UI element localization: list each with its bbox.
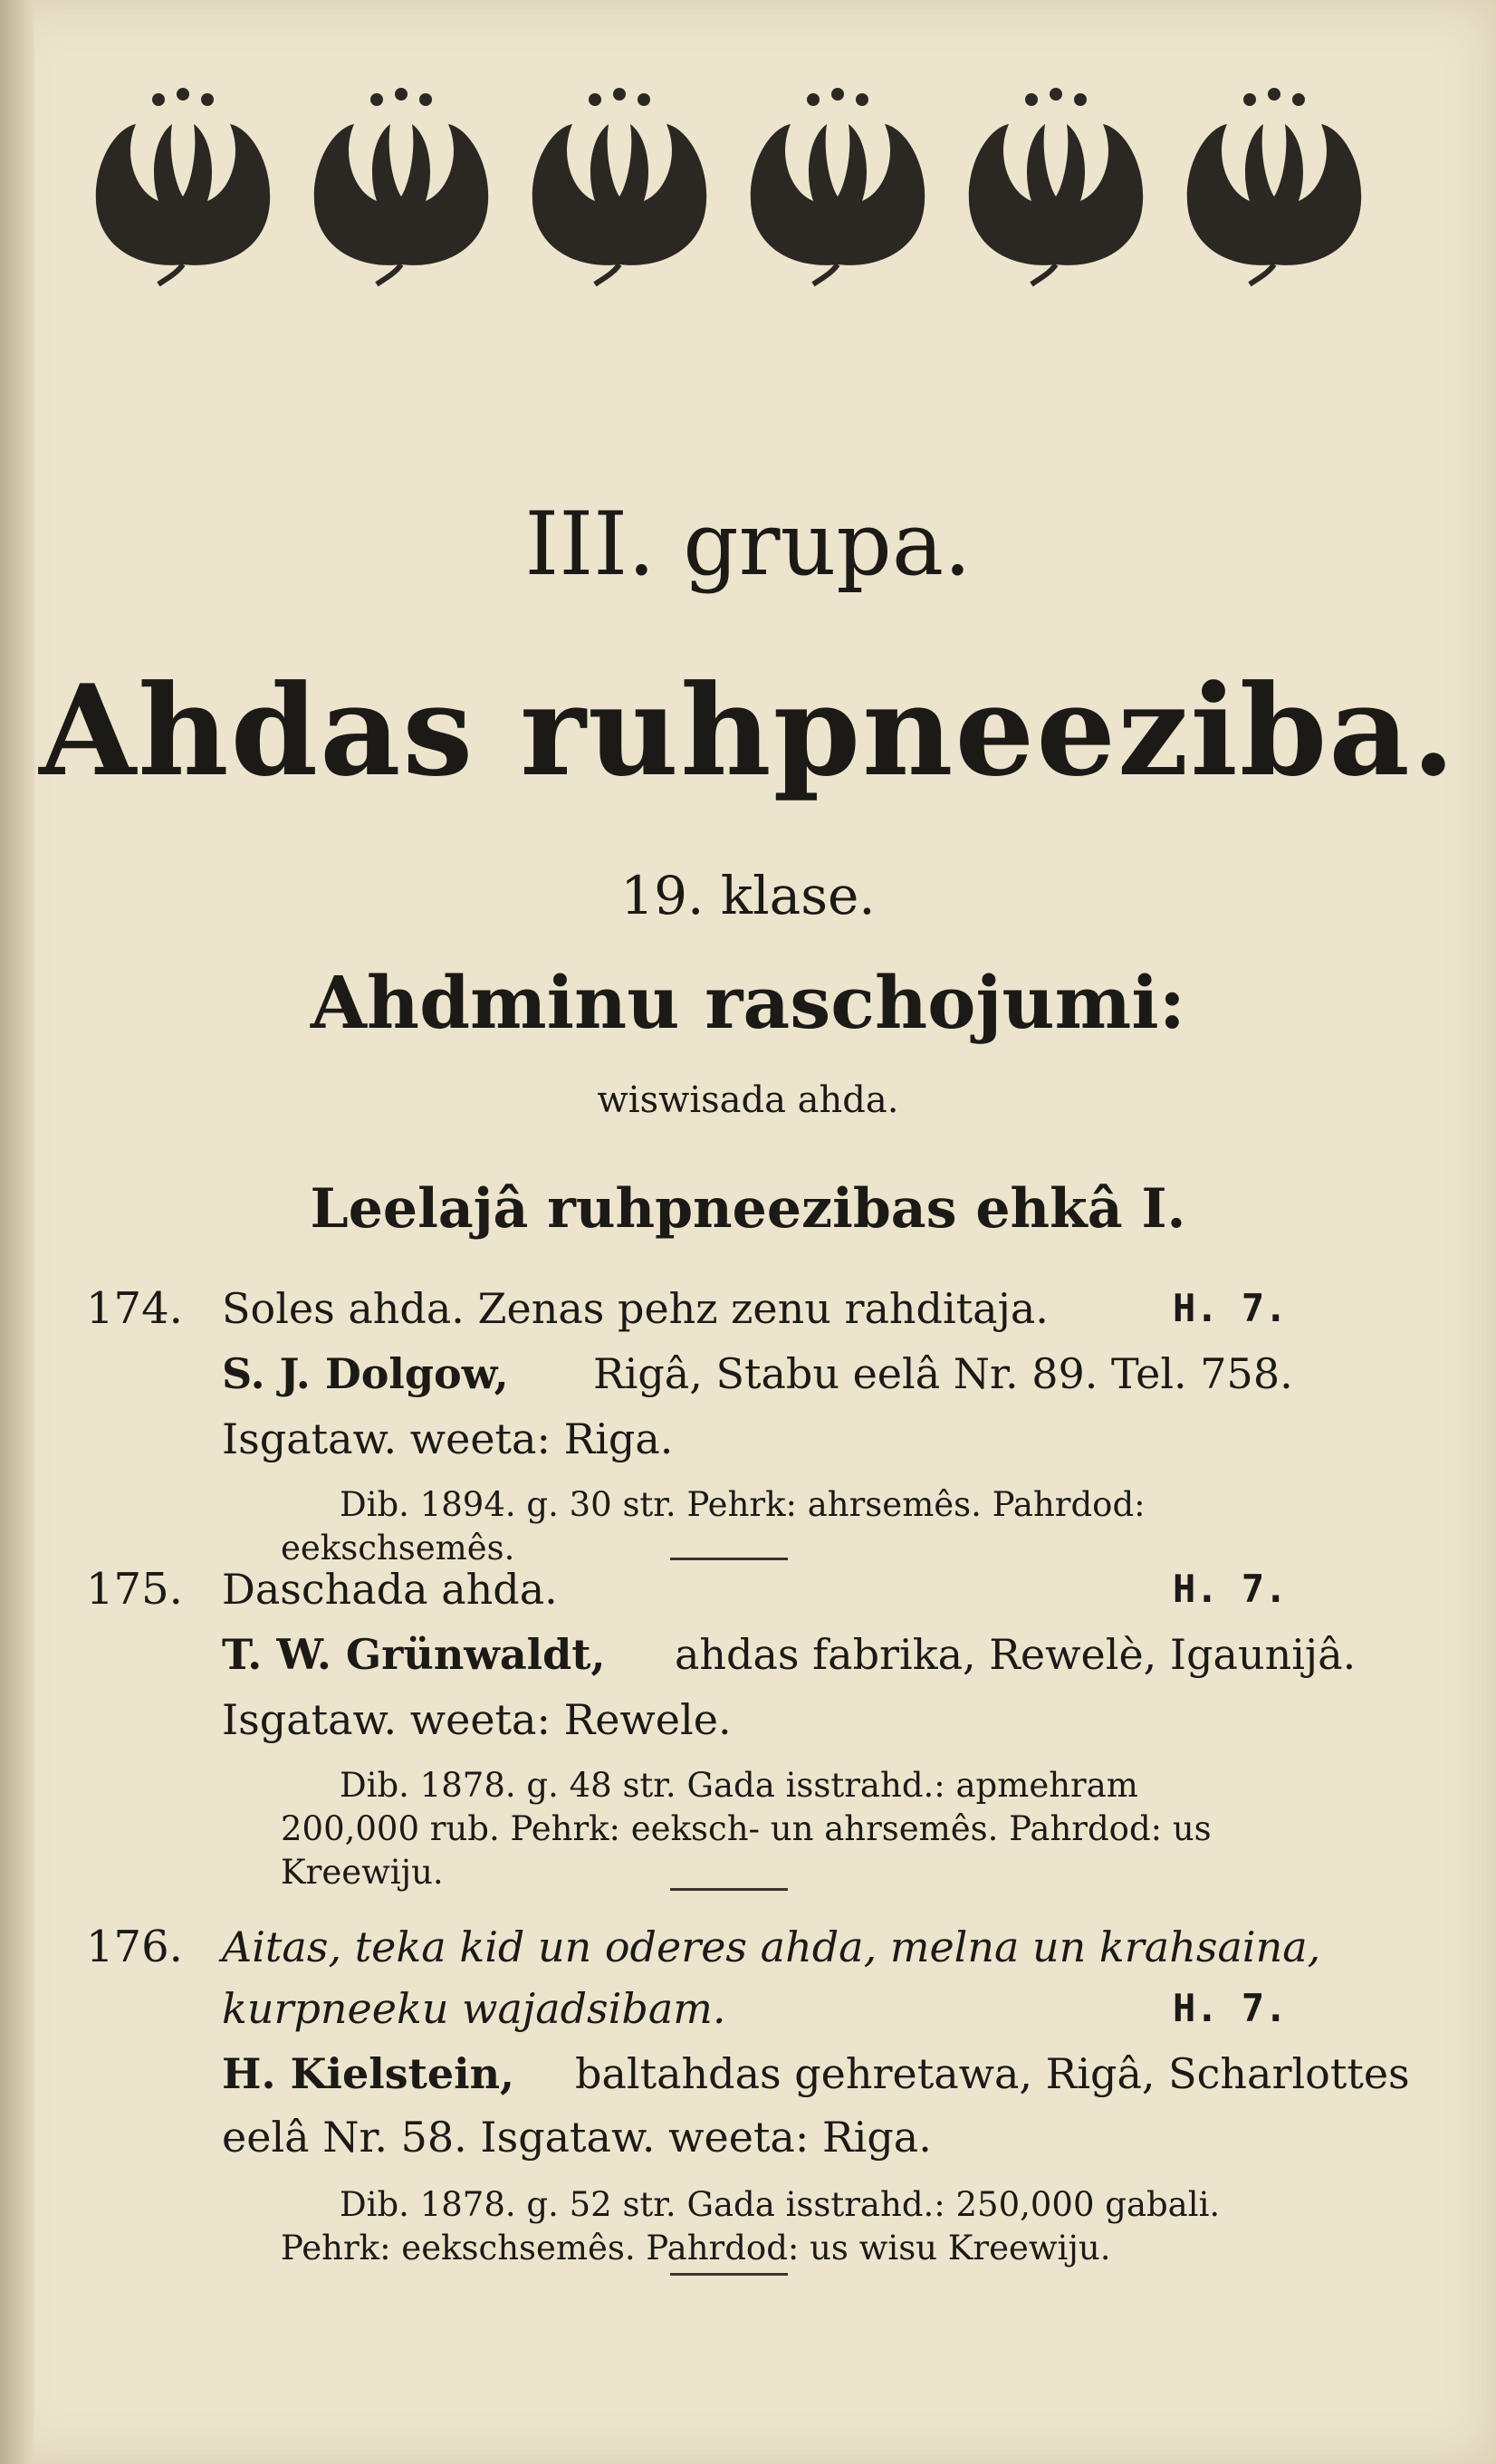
page-title: Ahdas ruhpneeziba. bbox=[39, 657, 1457, 804]
tulip-ornament-icon bbox=[1177, 83, 1372, 287]
subsubtitle: wiswisada ahda. bbox=[597, 1079, 899, 1121]
tulip-ornament-icon bbox=[523, 83, 717, 287]
group-title: III. grupa. bbox=[524, 494, 972, 595]
entry-category: H. 7. bbox=[1173, 1286, 1288, 1330]
entry-number: 176. bbox=[86, 1922, 183, 1972]
entry-exhibitor: H. Kielstein, bbox=[222, 2049, 515, 2098]
tulip-ornament-row bbox=[86, 83, 1372, 287]
entry-address: baltahdas gehretawa, Rigâ, Scharlottes bbox=[575, 2049, 1410, 2098]
separator-rule bbox=[670, 1888, 788, 1891]
entry-exhibitor: T. W. Grünwaldt, bbox=[222, 1630, 606, 1679]
entry-details: Pehrk: eekschsemês. Pahrdod: us wisu Kreewiju. bbox=[281, 2229, 1111, 2267]
tulip-ornament-icon bbox=[86, 83, 281, 287]
entry-export-place: Isgataw. weeta: Riga. bbox=[222, 1414, 674, 1463]
entry-item: kurpneeku wajadsibam. bbox=[222, 1984, 726, 2033]
subtitle: Ahdminu raschojumi: bbox=[310, 960, 1186, 1045]
entry-details: 200,000 rub. Pehrk: eeksch- un ahrsemês. Pahrdod: us bbox=[281, 1809, 1212, 1848]
separator-rule bbox=[670, 1558, 788, 1560]
entry-number: 174. bbox=[86, 1283, 183, 1334]
entry-item: Aitas, teka kid un oderes ahda, melna un krahsaina, bbox=[222, 1922, 1321, 1971]
entry-address: Rigâ, Stabu eelâ Nr. 89. Tel. 758. bbox=[593, 1349, 1293, 1398]
tulip-ornament-icon bbox=[959, 83, 1154, 287]
entry-number: 175. bbox=[86, 1564, 183, 1615]
entry-details: Dib. 1878. g. 48 str. Gada isstrahd.: apmehram bbox=[340, 1766, 1138, 1805]
entry-details: Kreewiju. bbox=[281, 1853, 444, 1892]
entry-details: Dib. 1894. g. 30 str. Pehrk: ahrsemês. Pahrdod: bbox=[340, 1485, 1146, 1524]
entry-details: Dib. 1878. g. 52 str. Gada isstrahd.: 250,000 gabali. bbox=[340, 2185, 1221, 2224]
entry-category: H. 7. bbox=[1173, 1986, 1288, 2030]
entry-item: Daschada ahda. bbox=[222, 1565, 558, 1614]
entry-category: H. 7. bbox=[1173, 1567, 1288, 1611]
entry-export-place: Isgataw. weeta: Rewele. bbox=[222, 1695, 732, 1744]
section-heading: Leelajâ ruhpneezibas ehkâ I. bbox=[310, 1177, 1186, 1241]
entry-address: ahdas fabrika, Rewelè, Igaunijâ. bbox=[675, 1630, 1357, 1679]
entry-details: eekschsemês. bbox=[281, 1529, 515, 1568]
entry-address: eelâ Nr. 58. Isgataw. weeta: Riga. bbox=[222, 2113, 932, 2162]
tulip-ornament-icon bbox=[304, 83, 499, 287]
separator-rule bbox=[670, 2273, 788, 2276]
tulip-ornament-icon bbox=[741, 83, 935, 287]
entry-item: Soles ahda. Zenas pehz zenu rahditaja. bbox=[222, 1284, 1049, 1333]
entry-exhibitor: S. J. Dolgow, bbox=[222, 1349, 509, 1398]
class-number: 19. klase. bbox=[620, 865, 876, 926]
